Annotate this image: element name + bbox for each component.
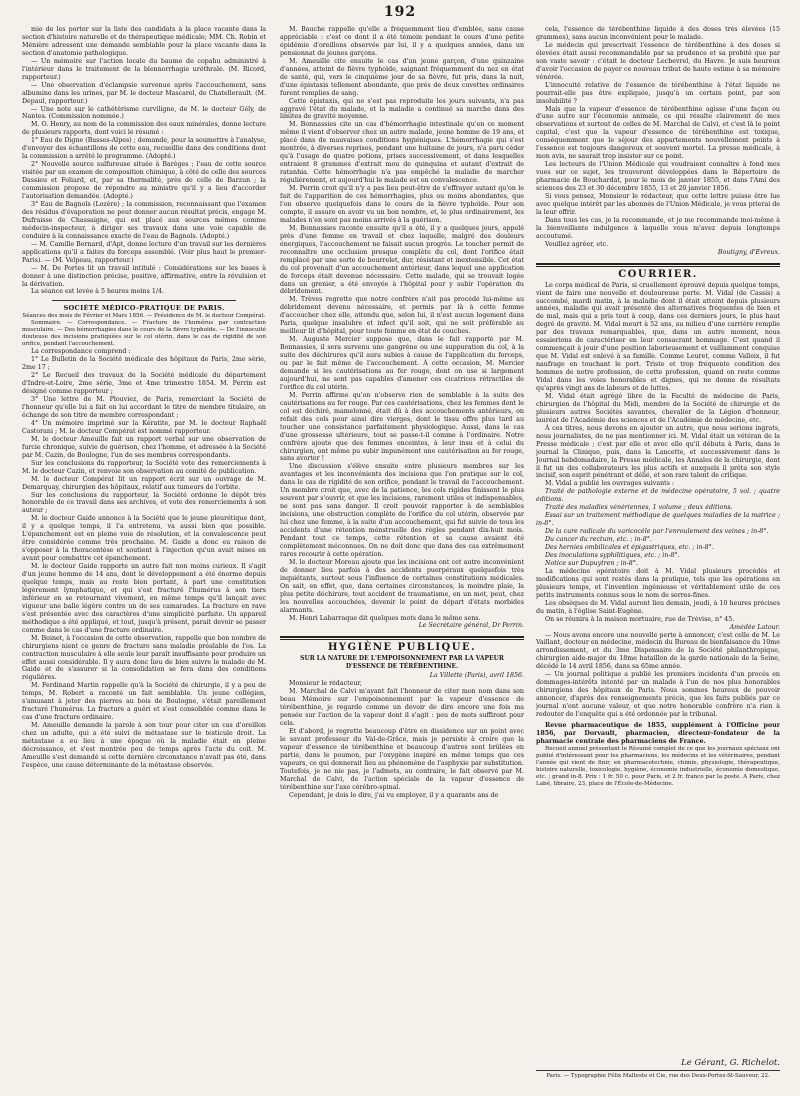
paragraph: M. le docteur Ameuille fait un rapport verbal sur une observation de furcie chronique, suivie de guérison, chez l'homme, et adressée à la Société par M. Cazin, de Boulogne, l'un de ses membres correspondants. (22, 435, 266, 459)
paragraph: Si vous pensez, Monsieur le rédacteur, que cette lettre puisse être lue avec quelque intérêt par les abonnés de l'Union Médicale, je vous prierai de la leur offrir. (536, 193, 780, 216)
section-rule (280, 636, 524, 640)
society-summary: Sommaire. — Correspondance. — Fracture de l'humérus par contraction musculaire. — Des hémorrhagies dans le cours de la fièvre typhoïde. — De l'innocuité douteuse des incisions pratiquées sur le col utérin, dans le cas de rigidité de son orifice, pendant l'accouchement. (22, 320, 266, 348)
paragraph: M. le docteur Moreau ajoute que les incisions ont cet autre inconvénient de donner lieu parfois à des accidents puerpéraux quelquefois très inquiétants, surtout sous l'influence de certaines constitutions médicales. On sait, en effet, que, dans certaines circonstances, la moindre plaie, la plus petite déchirure, tout accident de traumatisme, en un mot, peut, chez les nouvelles accouchées, devenir le point de départ d'états morbides alarmants. (280, 558, 524, 614)
paragraph: Dans tous les cas, je la recommande, et je me recommande moi-même à la bienveillante indulgence à laquelle vous m'avez depuis longtemps accoutumé. (536, 216, 780, 240)
paragraph: 1° Le Bulletin de la Société médicale des hôpitaux de Paris, 2me série, 2me 17 ; (22, 356, 266, 372)
paragraph: On se réunira à la maison mortuaire, rue de Trévise, n° 45. (545, 615, 735, 623)
paragraph: Cependant, je dois le dire, j'ai vu employer, il y a quarante ans de (289, 791, 499, 799)
paragraph: — Nous avons encore une nouvelle perte à annoncer, c'est celle de M. Le Vaillant, docteur en médecine, médecin du Bureau de bienfaisance du 10me arrondissement, et du 3me Dispensaire de la Société philanthropique, chirurgien aide-major du 18me bataillon de la garde nationale de la Seine, décédé le 14 avril 1856, dans sa 65me année. (536, 631, 780, 671)
paragraph: M. Henri Labarraque dit quelques mots dans le même sens. (289, 614, 481, 622)
section-hygiene: HYGIÈNE PUBLIQUE. (327, 642, 477, 654)
col3-paras3 (536, 568, 780, 624)
paragraph: La correspondance comprend : (31, 348, 131, 356)
paragraph: — Une note sur le cathétérisme curviligne, de M. le docteur Gély, de Nantes. (Commission nommée.) (22, 105, 266, 121)
paragraph: Des hernies ombilicales et épigastriques, etc. ; in-8°. (545, 544, 714, 552)
society-sessions: Séances des mois de Février et Mars 1856. — Présidence de M. le docteur Compérat. (22, 313, 266, 320)
paragraph: L'innocuité relative de l'essence de térébenthine à l'état liquide ne pourrait-elle pas être expliquée, jusqu'à un certain point, par son insolubilité ? (536, 81, 780, 105)
paragraph: M. Bonnassies raconte ensuite qu'il a été, il y a quelques jours, appelé près d'une femme en travail et chez laquelle, malgré des douleurs énergiques, l'accouchement ne faisait aucun progrès. Le toucher permit de reconnaître une occlusion presque complète du col, dont l'orifice était remplacé par une sorte de bourrelet, dur, résistant et inextensible. Cet état du col provenait d'un accouchement antérieur, dans lequel une application de forceps était devenue nécessaire. Cette malade, qui se trouvait logée dans un grenier, a été envoyée à l'hôpital pour y subir l'opération du débridement. (280, 224, 524, 296)
paragraph: — Un mémoire sur l'action locale du baume de copahu administré à l'intérieur dans le traitement de la blennorrhagie uréthrale. (M. Ricord, rapporteur.) (22, 57, 266, 81)
paragraph: Notice sur Dupuytren ; in-8°. (545, 559, 638, 567)
paragraph: Le médecin qui prescrivait l'essence de térébenthine à des doses si élevées était aussi recommandable par sa prudence et sa probité que par son vaste savoir : c'était le docteur Lecbevrel, du Havre. Je suis heureux d'avoir l'occasion de payer ce nouveau tribut de haute estime à sa mémoire vénérée. (536, 41, 780, 81)
paragraph: Essai sur un traitement méthodique de quelques maladies de la matrice ; in-8°. (536, 512, 780, 528)
paragraph: M. Vidal était agrégé libre de la Faculté de médecine de Paris, chirurgien de l'hôpital du Midi, membre de la Société de chirurgie et de plusieurs autres Sociétés savantes, chevalier de la Légion d'honneur, lauréat de l'Académie des sciences et de l'Académie de médecine, etc. (536, 392, 780, 424)
paragraph: Des inoculations syphilitiques, etc. ; in-8°. (545, 552, 680, 559)
paragraph: 2° Le Recueil des travaux de la Société médicale du département d'Indre-et-Loire, 2me série, 3me et 4me trimestre 1854. M. Perrin est désigné comme rapporteur ; (22, 372, 266, 396)
paragraph: La séance est levée à 5 heures moins 1/4. (31, 288, 164, 296)
paragraph: Une discussion s'élève ensuite entre plusieurs membres sur les avantages et les inconvénients des incisions que l'on pratique sur le col, dans le cas de rigidité de son orifice, pendant le travail de l'accouchement. Un membre croit que, avec de la patience, les cols rigides finissent le plus souvent par s'ouvrir, et que les incisions, rarement utiles et indispensables, ne sont pas sans danger. Il croit pouvoir rapporter à de semblables incisions, une obstruction complète de l'orifice du col utérin, observée par lui chez une femme, à la suite d'un accouchement, qui fut suivie de tous les accidents d'une rétention ménstruelle des règles pendant dix-huit mois. Pendant tout ce temps, cette rétention et sa cause avaient été complètement méconnues. On ne doit donc que dans des cas extrêmement rares recourir à cette opération. (280, 463, 524, 558)
salutation: Monsieur le rédacteur, (289, 680, 362, 688)
paragraph: M. Vidal a publié les ouvrages suivants : (545, 480, 675, 488)
divider (52, 300, 236, 301)
paragraph: 4° Un mémoire imprimé sur la Kératite, par M. le docteur Raphaël Castorani ; M. le docteur Compérat est nommé rapporteur. (22, 419, 266, 435)
column-1 (22, 26, 266, 1056)
works-list (536, 488, 780, 568)
paragraph: — M. De Portes lit un travail intitulé : Considérations sur les bases à donner à une distinction précise, positive, affirmative, entre la révulsion et la dérivation. (22, 264, 266, 288)
column-3 (536, 26, 780, 1056)
col3-paras4 (536, 632, 780, 719)
paragraph: Le corps médical de Paris, si cruellement éprouvé depuis quelque temps, vient de faire une nouvelle et douloureuse perte. M. Vidal (de Cassis) a succombé, mardi matin, à la maladie dont il était atteint depuis plusieurs années, maladie qui avait présenté des alternatives fréquentes de bien et de mal, mais qui a pris tout à coup, dans ces derniers jours, le plus haut degré de gravité. M. Vidal meurt à 52 ans, au milieu d'une carrière remplie par des travaux remarquables, que, dans un autre moment, nous essaierions de caractériser en leur consacrant hommage. C'est quand il commençait à jouir d'une position laborieusement et vaillamment conquise que M. Vidal est enlevé à sa famille. Comme Leuret, comme Valleix, il fut naufrage en touchant le port. Triste et trop fréquente condition des hommes de notre profession, de cette profession, quand on reste comme Vidal dans les voies honorables et dignes, qui ne donne de résultats qu'après vingt ans de labeurs et de luttes. (536, 281, 780, 392)
paragraph: 3° Eau de Bagnols (Lozère) ; la commission, reconnaissant que l'examen des résidus d'évaporation ne peut donner aucun résultat précis, engage M. Dufraisse de Chassaigne, qui est placé aux sources mêmes comme médecin-inspecteur, à diriger ses travaux dans une voie capable de conduire à la connaissance exacte de l'eau de Bagnols. (Adopté.) (22, 200, 266, 240)
paragraph: — Une observation d'éclampsie survenue après l'accouchement, sans albumine dans les urines, par M. le docteur Mascarel, de Chatellerault. (M. Depaul, rapporteur.) (22, 81, 266, 105)
col1-paras (22, 26, 266, 296)
paragraph: Cette épistaxis, qui ne s'est pas reproduite les jours suivants, n'a pas aggravé l'état du malade, et la maladie a continué sa marche dans des limites de gravité moyenne. (280, 97, 524, 121)
paragraph: M. le docteur Gaide annonce à la Société que le jeune pleurétique dont, il y a quelque temps, il l'a entretenu, va aussi bien que possible. L'épanchement est en pleine voie de résolution, et la convalescence peut être considérée comme très prochaine. M. Gaide a donc eu raison de s'opposer à la thoracentèse et soutient à l'injection qu'un avait mises en avant pour combattre cet épanchement. (22, 515, 266, 563)
paragraph: M. O. Henry, au nom de la commission des eaux minérales, donne lecture de plusieurs rapports, dont voici le résumé : (22, 121, 266, 137)
paragraph: M. Ameuille cite ensuite le cas d'un jeune garçon, d'une quinzaine d'années, atteint de fièvre typhoïde, saignant fréquemment du nez en état de santé, qui, vers le cinquième jour de sa fièvre, fut pris, dans la nuit, d'une épistaxis tellement abondante, que près de deux cuvettes ordinaires furent remplies de sang. (280, 57, 524, 97)
col1-paras2 (22, 348, 266, 770)
paragraph: Du cancer du rectum, etc. ; in-8°. (545, 536, 652, 544)
paragraph: Sur les conclusions du rapporteur, la Société ordonne le dépôt très honorable de ce travail dans ses archives, et vote des remerciements à son auteur ; (22, 491, 266, 515)
paragraph: M. Ameuille demande la parole à son tour pour citer un cas d'oreillon chez un adulte, qui a été suivi de métastase sur le testicule droit. La métastase a eu lieu à une époque où la maladie était en pleine décroissance, et s'est montrée peu de temps après l'acte du coït. M. Ameuille s'est demandé si cette dernière circonstance n'avait pas été, dans l'espèce, une cause déterminante de la métastase observée. (22, 722, 266, 769)
paragraph: La médecine opératoire doit à M. Vidal plusieurs procédés et modifications qui sont restés dans la pratique, tels que les opérations en plusieurs temps, et l'invention ingénieuse et véritablement utile de ces petits instruments connus sous le nom de serres-fines. (536, 567, 780, 599)
col3-paras2 (536, 282, 780, 489)
paragraph: M. Boinet, à l'occasion de cette observation, rappelle que bon nombre de chirurgiens nient ce genre de fracture sans maladie préalable de l'os. La contraction musculaire à elle seule leur paraît insuffisante pour produire un effet aussi considérable. Il y aura donc lieu de bien suivre le malade de M. Gaide et de s'assurer si la consolidation se fera dans des conditions régulières. (22, 634, 266, 682)
signature-boutigny: Boutigny, d'Evreux. (717, 248, 780, 256)
paragraph: M. Marchal de Calvi m'ayant fait l'honneur de citer mon nom dans son beau Mémoire sur l'empoisonnement par la vapeur d'essence de térébenthine, je regarde comme un devoir de dire encore une fois ma pensée sur l'action de la vapeur dont il s'agit : peu de mots suffiront pour cela. (280, 688, 524, 728)
paragraph: M. le docteur Compérat lit un rapport écrit sur un ouvrage de M. Demarquay, chirurgien des hôpitaux, relatif aux tumeurs de l'orbite. (22, 475, 266, 491)
paragraph: cela, l'essence de térébenthine liquide à des doses très élevées (15 grammes), sans aucun inconvénient pour le malade. (536, 26, 780, 41)
paragraph: Mais que la vapeur d'essence de térébenthine agisse d'une façon ou d'une autre sur l'économie animale, ce qui résulte clairement de mes observations et surtout de celles de M. Marchal de Calvi, et c'est là le point capital, c'est que la vapeur d'essence de térébenthine est toxique, conséquemment que le séjour des appartements nouvellement peints à l'essence est toujours dangereux et souvent mortel. La presse médicale, à mon avis, ne saurait trop insister sur ce point. (536, 105, 780, 161)
gerant: Le Gérant, G. Richelot. (681, 1058, 780, 1068)
paragraph: — M. Camille Bernard, d'Apt, donne lecture d'un travail sur les dernières applications qu'il a faites du forceps assemblé. (Voir plus haut le premier-Paris). — (M. Velpeau, rapporteur.) (22, 240, 266, 264)
paragraph: 2° Nouvelle source sulfureuse située à Barèges ; l'eau de cette source visitée par un examen de composition chimique, à côté de celle des sources Dassieu et Foliard, et, par sa thermalité, près de celle de Barzun ; la commission propose de répondre au ministre qu'il y a lieu d'accorder l'autorisation demandée. (Adopté.) (22, 161, 266, 201)
section-courrier: COURRIER. (618, 268, 698, 280)
footer-rule (536, 1070, 780, 1071)
paragraph: M. Perrin affirme qu'on n'observe rien de semblable à la suite des cautérisations au fer rouge. Par ces cautérisations, chez les femmes dont le col est déchiré, mamelonné, était dû à des accouchements antérieurs, on refait des cols pour ainsi dire vierges, dont le tissu offre plus tard au toucher une consistance parfaitement physiologique. Aussi, dans le cas d'une grossesse ultérieure, tout se passe-t-il comme à l'ordinaire. Notre confrère ajoute que des femmes enceintes, à leur insu et à celui du chirurgien, ont même pu subir impunément une cautérisation au fer rouge, sans avorter ! (280, 391, 524, 463)
paragraph: Les lecteurs de l'Union Médicale qui voudraient connaître à fond mes vues sur ce sujet, les trouveront développées dans le Répertoire de pharmacie de Bouchardat, pour le mois de janvier 1855, et dans l'Ami des sciences des 23 et 30 décembre 1855, 13 et 20 janvier 1856. (536, 161, 780, 193)
signature-latour: Amédée Latour. (729, 623, 780, 631)
review-notice: Revue pharmaceutique de 1855, supplément à l'Officine pour 1856, par Dorvault, pharmacien, directeur-fondateur de la pharmacie centrale des pharmaciens de France. (536, 722, 780, 745)
paragraph: 1° Eau de Digne (Basses-Alpes) ; demande, pour la soumettre à l'analyse, d'envoyer des échantillons de cette eau, recueillie dans des conditions dont la commission a arrêté le programme. (Adopté.) (22, 137, 266, 161)
review-detail: Recueil annuel présentant le Résumé complet de ce que les journaux spéciaux ont publié d'intéressant pour les pharmaciens, les médecins et les vétérinaires, pendant l'année qui vient de finir, en pharmacotechnie, chimie, physiologie, thérapeutique, histoire naturelle, toxicologie, hygiène, économie industrielle, économie domestique, etc. ; grand in-8. Prix : 1 fr. 50 c. pour Paris, et 2 fr. franco par la poste. A Paris, chez Labé, libraire, 23, place de l'École-de-Médecine. (536, 745, 780, 787)
paragraph: M. Bauche rappelle qu'elle a fréquemment lieu d'emblée, sans cause appréciable : c'est ce dont il a été témoin pendant le cours d'une petite épidémie d'oreillons observée par lui, il y a quelques années, dans un pensionnat de jeunes garçons. (280, 26, 524, 57)
column-2 (280, 26, 524, 1056)
paragraph: Et d'abord, je regrette beaucoup d'être en dissidence sur un point avec le savant professeur du Val-de-Grâce, mais je persiste à croire que la vapeur d'essence de térébenthine et beaucoup d'autres sont brûlées en partie, dans le poumon, par l'oxygène inspiré en même temps que ces vapeurs, ce qui donnerait lieu au phénomène de l'asphyxie par substitution. Toutefois, je ne nie pas, je l'admets, au contraire, le fait observé par M. Marchal de Calvi, de l'action spéciale de la vapeur d'essence de térébenthine sur l'axe cérébro-spinal. (280, 728, 524, 791)
article-title: SUR LA NATURE DE L'EMPOISONNEMENT PAR LA VAPEUR D'ESSENCE DE TÉRÉBENTHINE. (300, 655, 504, 670)
paragraph: Veuillez agréer, etc. (545, 240, 609, 248)
paragraph: De la cure radicale du varicocèle par l'enroulement des veines ; in-8°. (545, 528, 769, 536)
col3-paras (536, 26, 780, 249)
col2-paras (280, 26, 524, 622)
paragraph: mie de les porter sur la liste des candidats à la place vacante dans la section d'histoire naturelle et de thérapeutique médicale; MM. Ch. Robin et Ménière adressent une demande semblable pour la place vacante dans la section d'anatomie pathologique. (22, 26, 266, 57)
paragraph: Sur les conclusions du rapporteur, la Société vote des remerciements à M. le docteur Cazin, et renvoie son observation au comité de publication. (22, 459, 266, 475)
page-footer (536, 1058, 780, 1080)
paragraph: M. Trèves regrette que notre confrère n'ait pas procédé lui-même au débridement devenu nécessaire, et permis par là à cette femme d'accoucher chez elle, attendu que, selon lui, il n'est aucun logement dans Paris, quelque insalubre et infect qu'il soit, qui ne soit préférable au meilleur lit d'hôpital, pour toute femme en état de couches. (280, 296, 524, 336)
page-number: 192 (383, 4, 417, 20)
signature-perrin: Le Secrétaire général, Dr Perrin. (418, 622, 524, 630)
paragraph: M. Auguste Mercier suppose que, dans le fait rapporté par M. Bonnassies, il sera survenu une gangrène ou une suppuration du col, à la suite des déchirures qu'il aura subies à cause de l'application du forceps, ou par le fait même de l'accouchement. À cette occasion, M. Mercier demande si les cautérisations au fer rouge, dont on use si largement aujourd'hui, ne sont pas capables d'amener ces cicatrices rétractiles de l'orifice du col utérin. (280, 336, 524, 391)
paragraph: M. le docteur Gaide rapporte un autre fait non moins curieux. Il s'agit d'un jeune homme de 14 ans, dont le développement a été énorme depuis quelque temps, mais au reste bien portant, à part une constitution légèrement lymphatique, et qui s'est fracturé l'humérus à son tiers inférieur en se retournant vivement, en même temps qu'il lançait avec vigueur une balle légère contre un de ses camarades. La fracture en rave s'est présentée avec des caractères d'une simplicité parfaite. Un appareil méthodique a été appliqué, et tout, jusqu'à présent, parait devoir se passer comme dans le cas d'une fracture ordinaire. (22, 563, 266, 634)
paragraph: À ces titres, nous devons en ajouter un autre, que nous serions ingrats, nous journalistes, de ne pas mentionner ici. M. Vidal était un vétéran de la Presse médicale ; c'est par elle et avec elle qu'il débuta à Paris, dans le journal la Clinique, puis, dans la Lancette, et successivement dans le Journal hebdomadaire, la Presse médicale, les Annales de la chirurgie, dont il fut un des collaborateurs les plus actifs et auxquels il prêta son style incisif, son esprit pénétrant et délié, et son rare talent de critique. (536, 424, 780, 480)
society-title: SOCIÉTÉ MÉDICO-PRATIQUE DE PARIS. (63, 304, 225, 313)
paragraph: Traité des maladies vénériennes, 1 volume ; deux éditions. (545, 504, 733, 512)
paragraph: — Un journal politique a publié les premiers incidents d'un procès en dommages-intérêts intenté par un malade à l'un de nos plus honorables chirurgiens des hôpitaux de Paris. Nous sommes heureux de pouvoir annoncer, d'après des renseignements précis, que les faits publiés par ce journal n'ont aucune valeur, et que notre honorable confrère n'a rien à redouter de l'enquête qui a été ordonnée par le tribunal. (536, 671, 780, 719)
paragraph: Les obsèques de M. Vidal auront lieu demain, jeudi, à 10 heures précises du matin, à l'église Saint-Eugène. (536, 599, 780, 615)
paragraph: M. Ferdinand Martin rappelle qu'à la Société de chirurgie, il y a peu de temps, M. Robert a raconté un fait semblable. Un jeune collégien, s'amusant à jeter des pierres au bois de Boulogne, s'était pareillement fracturé l'humérus. La fracture a guéri et s'est consolidée comme dans le cas d'une fracture ordinaire. (22, 682, 266, 722)
printer-line: Paris. — Typographie Félix Malteste et Cie, rue des Deux-Portes-St-Sauveur, 22. (546, 1073, 770, 1079)
section-rule (536, 263, 780, 267)
paragraph: M. Perrin croit qu'il n'y a pas lieu peut-être de s'effrayer autant qu'on le fait de l'apparition de ces hémorrhagies, plus ou moins abondantes, que l'on observe quelquefois dans le cours de la fièvre typhoïde. Pour son compte, il assure en avoir vu un bon nombre, et, le plus ordinairement, les malades n'en sont pas moins arrivés à la guérison. (280, 185, 524, 224)
paragraph: M. Bonnassies cite un cas d'hémorrhagie intestinale qu'en ce moment même il vient d'observer chez un autre malade, jeune homme de 19 ans, et placé dans de mauvaises conditions hygiéniques. L'hémorrhagie qui s'est montrée, à diverses reprises, pendant une huitaine de jours, n'a paru céder qu'à l'usage de quatre potions, prises successivement, et dans lesquelles entraient 8 grammes d'extrait mou de quinquina et autant d'extrait de ratanhia. Cette hémorrhagie n'a pas empêché la maladie de marcher régulièrement, et aujourd'hui le malade est en convalescence. (280, 121, 524, 185)
dateline: La Villette (Paris), avril 1856. (429, 672, 524, 680)
paragraph: Traité de pathologie externe et de médecine opératoire, 5 vol. ; quatre éditions. (536, 488, 780, 504)
paragraph: 3° Une lettre de M. Plouviez, de Paris, remerciant la Société de l'honneur qu'elle lui a fait en lui accordant le titre de membre titulaire, en échange de son titre de membre correspondant ; (22, 396, 266, 419)
col2-paras2 (280, 688, 524, 799)
